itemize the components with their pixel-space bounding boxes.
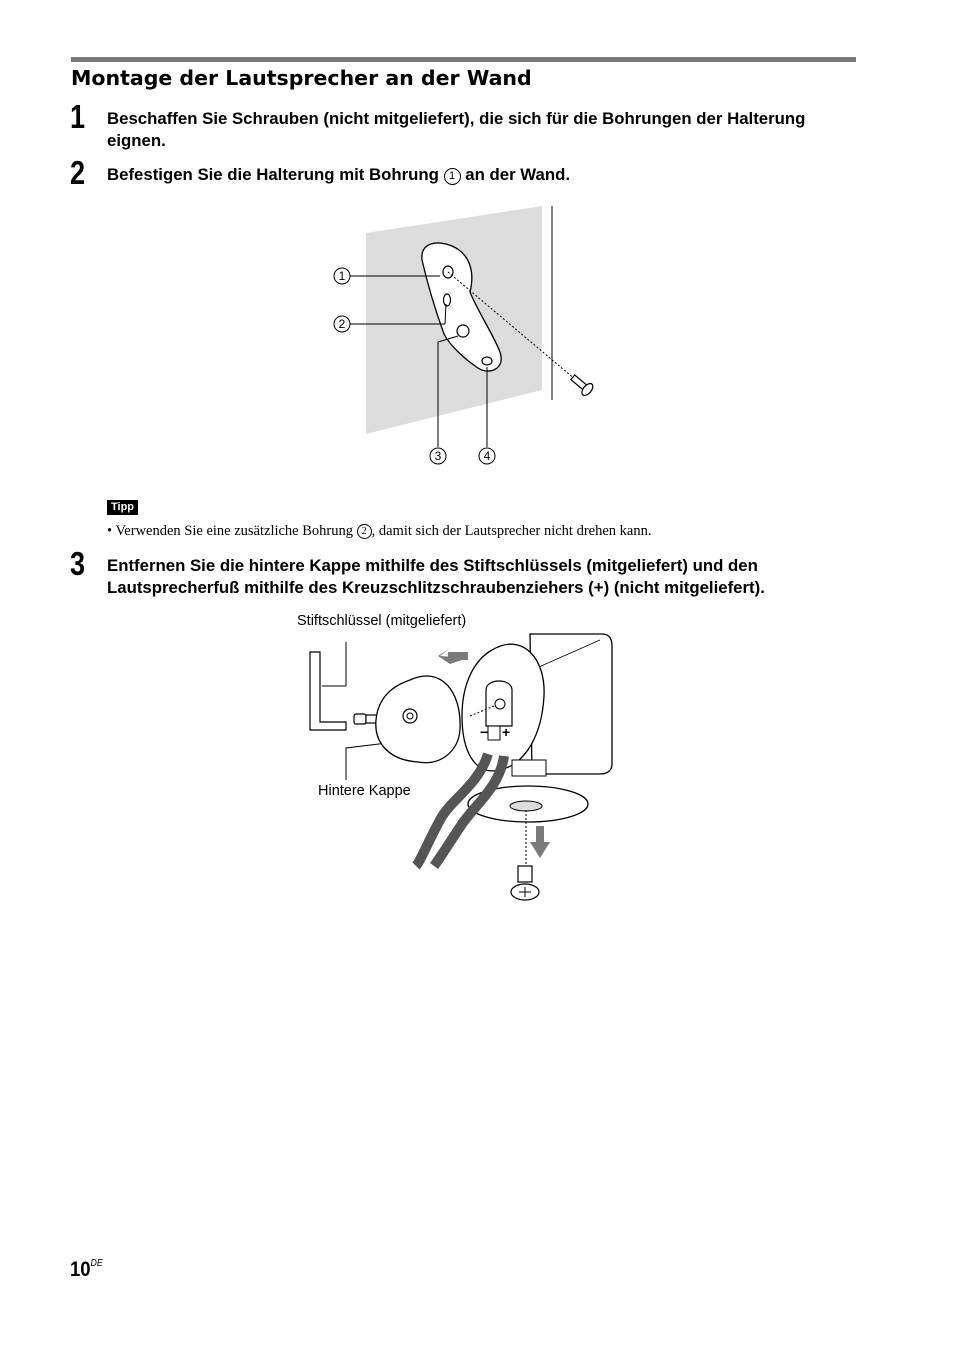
- tip-badge: Tipp: [107, 500, 138, 515]
- step-1-number: 1: [70, 98, 86, 135]
- tip-text-before: • Verwenden Sie eine zusätzliche Bohrung: [107, 523, 353, 539]
- step-1-text: Beschaffen Sie Schrauben (nicht mitgeliefert), die sich für die Bohrungen der Halterung eignen.: [107, 109, 806, 150]
- tip-text-after: , damit sich der Lautsprecher nicht drehen kann.: [371, 523, 652, 539]
- terminal-block: [488, 726, 500, 740]
- terminal-screw: [495, 699, 505, 709]
- stand-arrow-shaft: [536, 826, 544, 844]
- callout-4: 4: [483, 449, 491, 463]
- screw-icon: [568, 372, 595, 398]
- callout-2: 2: [338, 317, 346, 331]
- stand-screw-icon: [511, 866, 539, 900]
- bracket-hole-4: [482, 357, 492, 365]
- speaker-stand-neck: [512, 760, 546, 776]
- step-2-text: [107, 164, 867, 186]
- arrow-shaft: [448, 652, 468, 660]
- step-3-number: 3: [70, 545, 86, 582]
- wall-bracket-figure: [320, 200, 620, 480]
- step-3-text: Entfernen Sie die hintere Kappe mithilfe des Stiftschlüssels (mitgeliefert) und den Lautsprecherfuß mithilfe des Kreuzschlitzschraubenziehers (+) (nicht mitgeliefert).: [107, 556, 765, 597]
- callout-3: 3: [434, 449, 442, 463]
- page-number: [70, 1258, 103, 1282]
- rear-cap-hole: [403, 709, 417, 723]
- page-number-value: 10: [70, 1258, 91, 1281]
- section-heading: Montage der Lautsprecher an der Wand: [71, 66, 532, 90]
- speaker-cap-removal-figure: [300, 630, 620, 910]
- tip-text: [107, 523, 651, 540]
- page-suffix: DE: [90, 1258, 103, 1269]
- tip-circled-number: 2: [357, 524, 372, 539]
- step-2-number: 2: [70, 154, 86, 191]
- step-2-circled-number: 1: [444, 168, 461, 185]
- remove-stand-arrow-icon: [530, 842, 550, 858]
- wrench-label: Stiftschlüssel (mitgeliefert): [297, 613, 467, 629]
- step-2-text-before: Befestigen Sie die Halterung mit Bohrung: [107, 165, 439, 184]
- bracket-hole-3: [457, 325, 469, 337]
- rear-cap-shape: [376, 676, 460, 763]
- speaker-stand-hole: [510, 801, 542, 811]
- step-2-text-after: an der Wand.: [465, 165, 571, 184]
- callout-1: 1: [338, 269, 346, 283]
- polarity-plus: +: [502, 724, 511, 740]
- heading-rule: [71, 57, 856, 62]
- bracket-hole-2: [444, 294, 451, 306]
- cap-label: Hintere Kappe: [318, 783, 411, 799]
- allen-wrench-icon: [310, 652, 346, 730]
- polarity-minus: −: [480, 724, 489, 740]
